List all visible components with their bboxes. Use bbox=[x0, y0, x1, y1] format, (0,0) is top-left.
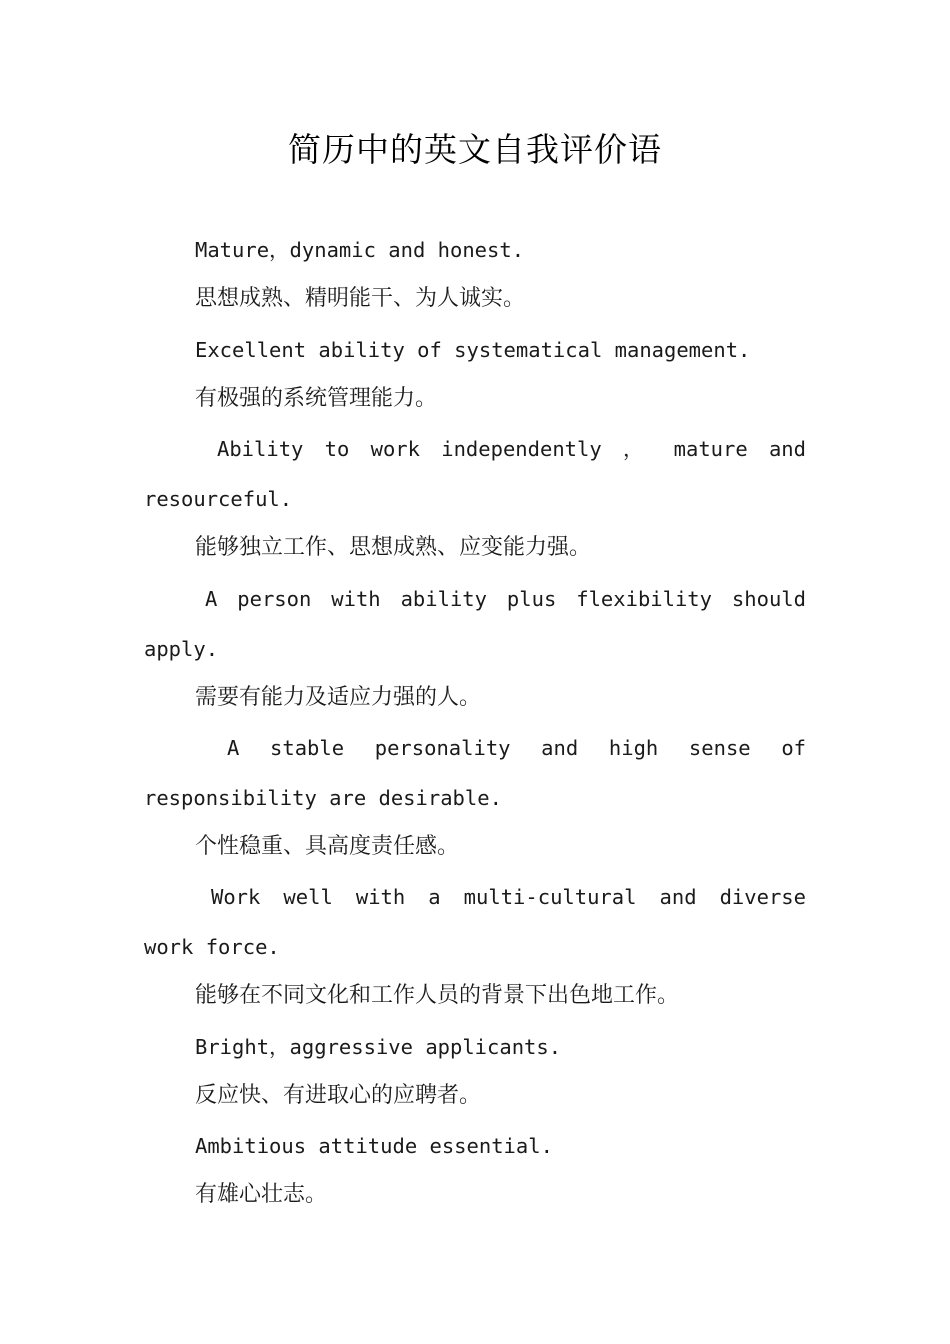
document-title: 简历中的英文自我评价语 bbox=[288, 130, 662, 169]
text-line-resourceful: resourceful. bbox=[144, 487, 293, 511]
text-line-ambitious-zh: 有雄心壮志。 bbox=[195, 1182, 328, 1207]
text-line-responsibility: responsibility are desirable. bbox=[144, 786, 502, 810]
text-line-bright: Bright，aggressive applicants. bbox=[195, 1035, 562, 1059]
text-line-mature-zh: 思想成熟、精明能干、为人诚实。 bbox=[195, 286, 526, 311]
text-line-flexibility-zh: 需要有能力及适应力强的人。 bbox=[195, 685, 482, 710]
text-line-ambitious: Ambitious attitude essential. bbox=[195, 1134, 553, 1158]
text-line-independent-zh: 能够独立工作、思想成熟、应变能力强。 bbox=[195, 535, 592, 560]
text-line-management: Excellent ability of systematical management. bbox=[195, 338, 751, 362]
text-line-independent: Ability to work independently ， mature and bbox=[217, 437, 806, 461]
text-line-multicultural: Work well with a multi-cultural and diverse bbox=[211, 885, 806, 909]
text-line-workforce: work force. bbox=[144, 935, 280, 959]
text-line-multicultural-zh: 能够在不同文化和工作人员的背景下出色地工作。 bbox=[195, 983, 680, 1008]
text-line-bright-zh: 反应快、有进取心的应聘者。 bbox=[195, 1083, 482, 1108]
text-line-mature: Mature，dynamic and honest. bbox=[195, 238, 525, 262]
text-line-stable-zh: 个性稳重、具高度责任感。 bbox=[195, 834, 460, 859]
text-line-apply: apply. bbox=[144, 637, 219, 661]
text-line-flexibility: A person with ability plus flexibility should bbox=[205, 587, 806, 611]
text-line-management-zh: 有极强的系统管理能力。 bbox=[195, 386, 438, 411]
text-line-stable: A stable personality and high sense of bbox=[227, 736, 806, 760]
